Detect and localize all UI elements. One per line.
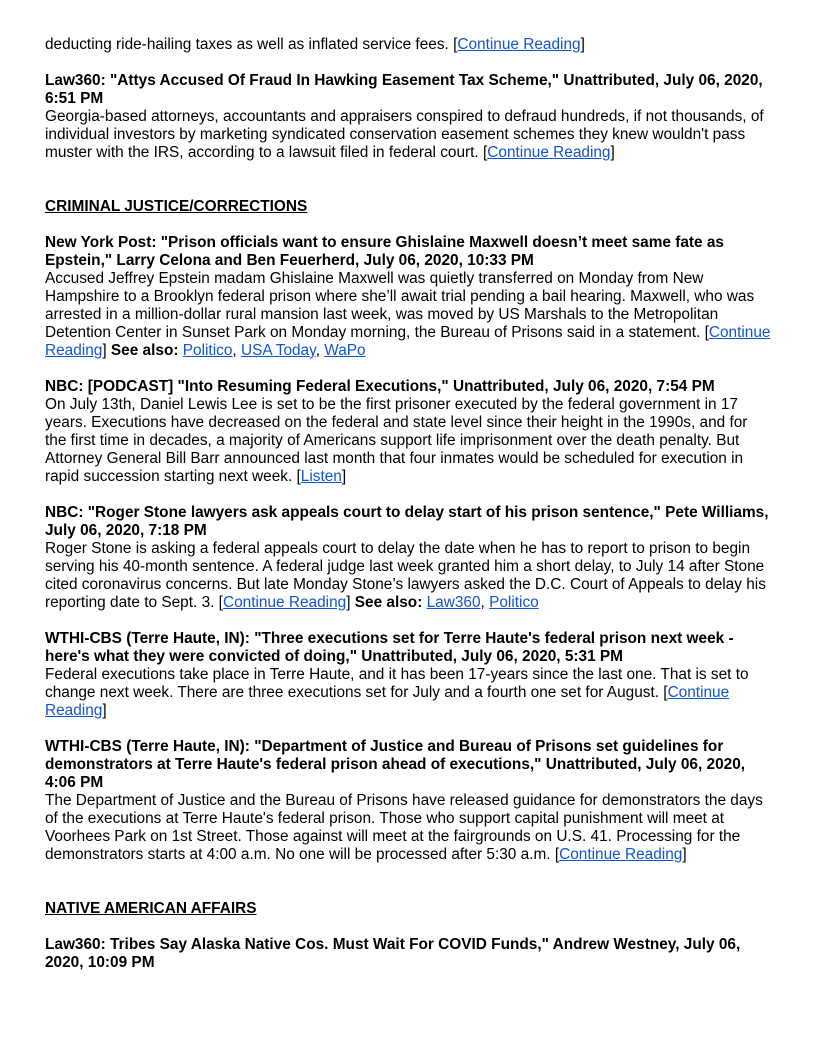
article-attys-fraud [45,72,773,162]
article-headline: WTHI-CBS (Terre Haute, IN): "Department of Justice and Bureau of Prisons set guidelines for demonstrators at Terre Haute's federal prison ahead of executions," Unattributed, July 06, 2020, 4:06 PM [45,738,746,791]
article-three-executions [45,630,773,720]
listen-link[interactable]: Listen [300,468,342,485]
article-headline: NBC: "Roger Stone lawyers ask appeals court to delay start of his prison sentence," Pete Williams, July 06, 2020, 7:18 PM [45,504,769,539]
continue-reading-link[interactable]: Continue Reading [45,684,730,719]
section-heading-native-american-affairs: NATIVE AMERICAN AFFAIRS [45,900,257,917]
see-also-link-politico[interactable]: Politico [489,594,539,611]
continue-reading-link[interactable]: Continue Reading [559,846,683,863]
continue-reading-link[interactable]: Continue Reading [222,594,347,611]
section-heading-criminal-justice: CRIMINAL JUSTICE/CORRECTIONS [45,198,308,215]
continue-reading-link[interactable]: Continue Reading [487,144,611,161]
intro-paragraph: deducting ride-hailing taxes as well as inflated service fees. [Continue Reading] [45,36,585,53]
spacer [45,882,773,900]
article-demonstrator-guidelines [45,738,773,864]
article-summary: On July 13th, Daniel Lewis Lee is set to be the first prisoner executed by the federal government in 17 years. Executions have decreased on the federal and state level since their height in the 1990s, and for the first time in decades, a majority of Americans support life imprisonment over the death penalty. But Attorney General Bill Barr announced last month that four inmates would be scheduled for execution in rapid succession starting next week. [Listen] [45,396,748,485]
article-headline: Law360: "Attys Accused Of Fraud In Hawking Easement Tax Scheme," Unattributed, July 06, 2020, 6:51 PM [45,72,763,107]
article-roger-stone [45,504,773,612]
article-summary: Accused Jeffrey Epstein madam Ghislaine Maxwell was quietly transferred on Monday from New Hampshire to a Brooklyn federal prison where she’ll await trial pending a bail hearing. Maxwell, who was arrested in a million-dollar rural mansion last week, was moved by US Marshals to the Metropolitan Detention Center in Sunset Park on Monday morning, the Bureau of Prisons said in a statement. [Continue Reading] See also: Politico, USA Today, WaPo [45,270,771,359]
see-also-label: See also: [350,594,427,611]
see-also-link-usa-today[interactable]: USA Today [240,342,316,359]
document-page [45,36,773,990]
article-summary: Roger Stone is asking a federal appeals court to delay the date when he has to report to prison to begin serving his 40-month sentence. A federal judge last week granted him a short delay, to July 14 after Stone cited coronavirus concerns. But late Monday Stone’s lawyers asked the D.C. Court of Appeals to delay his reporting date to Sept. 3. [Continue Reading] See also: Law360, Politico [45,540,766,611]
continue-reading-link[interactable]: Continue Reading [457,36,581,53]
see-also-link-law360[interactable]: Law360 [426,594,481,611]
see-also-link-wapo[interactable]: WaPo [324,342,366,359]
article-maxwell [45,234,773,360]
article-summary: Georgia-based attorneys, accountants and appraisers conspired to defraud hundreds, if not thousands, of individual investors by marketing syndicated conservation easement schemes they knew wouldn't pass muster with the IRS, according to a lawsuit filed in federal court. [Continue Reading] [45,108,764,161]
see-also-label: See also: [106,342,183,359]
article-summary: Federal executions take place in Terre Haute, and it has been 17-years since the last one. That is set to change next week. There are three executions set for July and a fourth one set for August. [Continue Reading] [45,666,749,719]
article-headline: New York Post: "Prison officials want to ensure Ghislaine Maxwell doesn’t meet same fate as Epstein," Larry Celona and Ben Feuerherd, July 06, 2020, 10:33 PM [45,234,724,269]
article-summary: The Department of Justice and the Bureau of Prisons have released guidance for demonstrators the days of the executions at Terre Haute's federal prison. Those who support capital punishment will meet at Voorhees Park on 1st Street. Those against will meet at the fairgrounds on U.S. 41. Processing for the demonstrators starts at 4:00 a.m. No one will be processed after 5:30 a.m. [Continue Reading] [45,792,763,863]
article-headline: NBC: [PODCAST] "Into Resuming Federal Executions," Unattributed, July 06, 2020, 7:54 PM [45,378,715,395]
article-alaska-native [45,936,773,972]
article-headline: WTHI-CBS (Terre Haute, IN): "Three executions set for Terre Haute's federal prison next week - here's what they were convicted of doing," Unattributed, July 06, 2020, 5:31 PM [45,630,734,665]
article-headline: Law360: Tribes Say Alaska Native Cos. Must Wait For COVID Funds," Andrew Westney, July 06, 2020, 10:09 PM [45,936,741,971]
continue-reading-link[interactable]: Continue Reading [45,324,771,359]
see-also-link-politico[interactable]: Politico [182,342,233,359]
article-nbc-podcast [45,378,773,486]
spacer [45,180,773,198]
